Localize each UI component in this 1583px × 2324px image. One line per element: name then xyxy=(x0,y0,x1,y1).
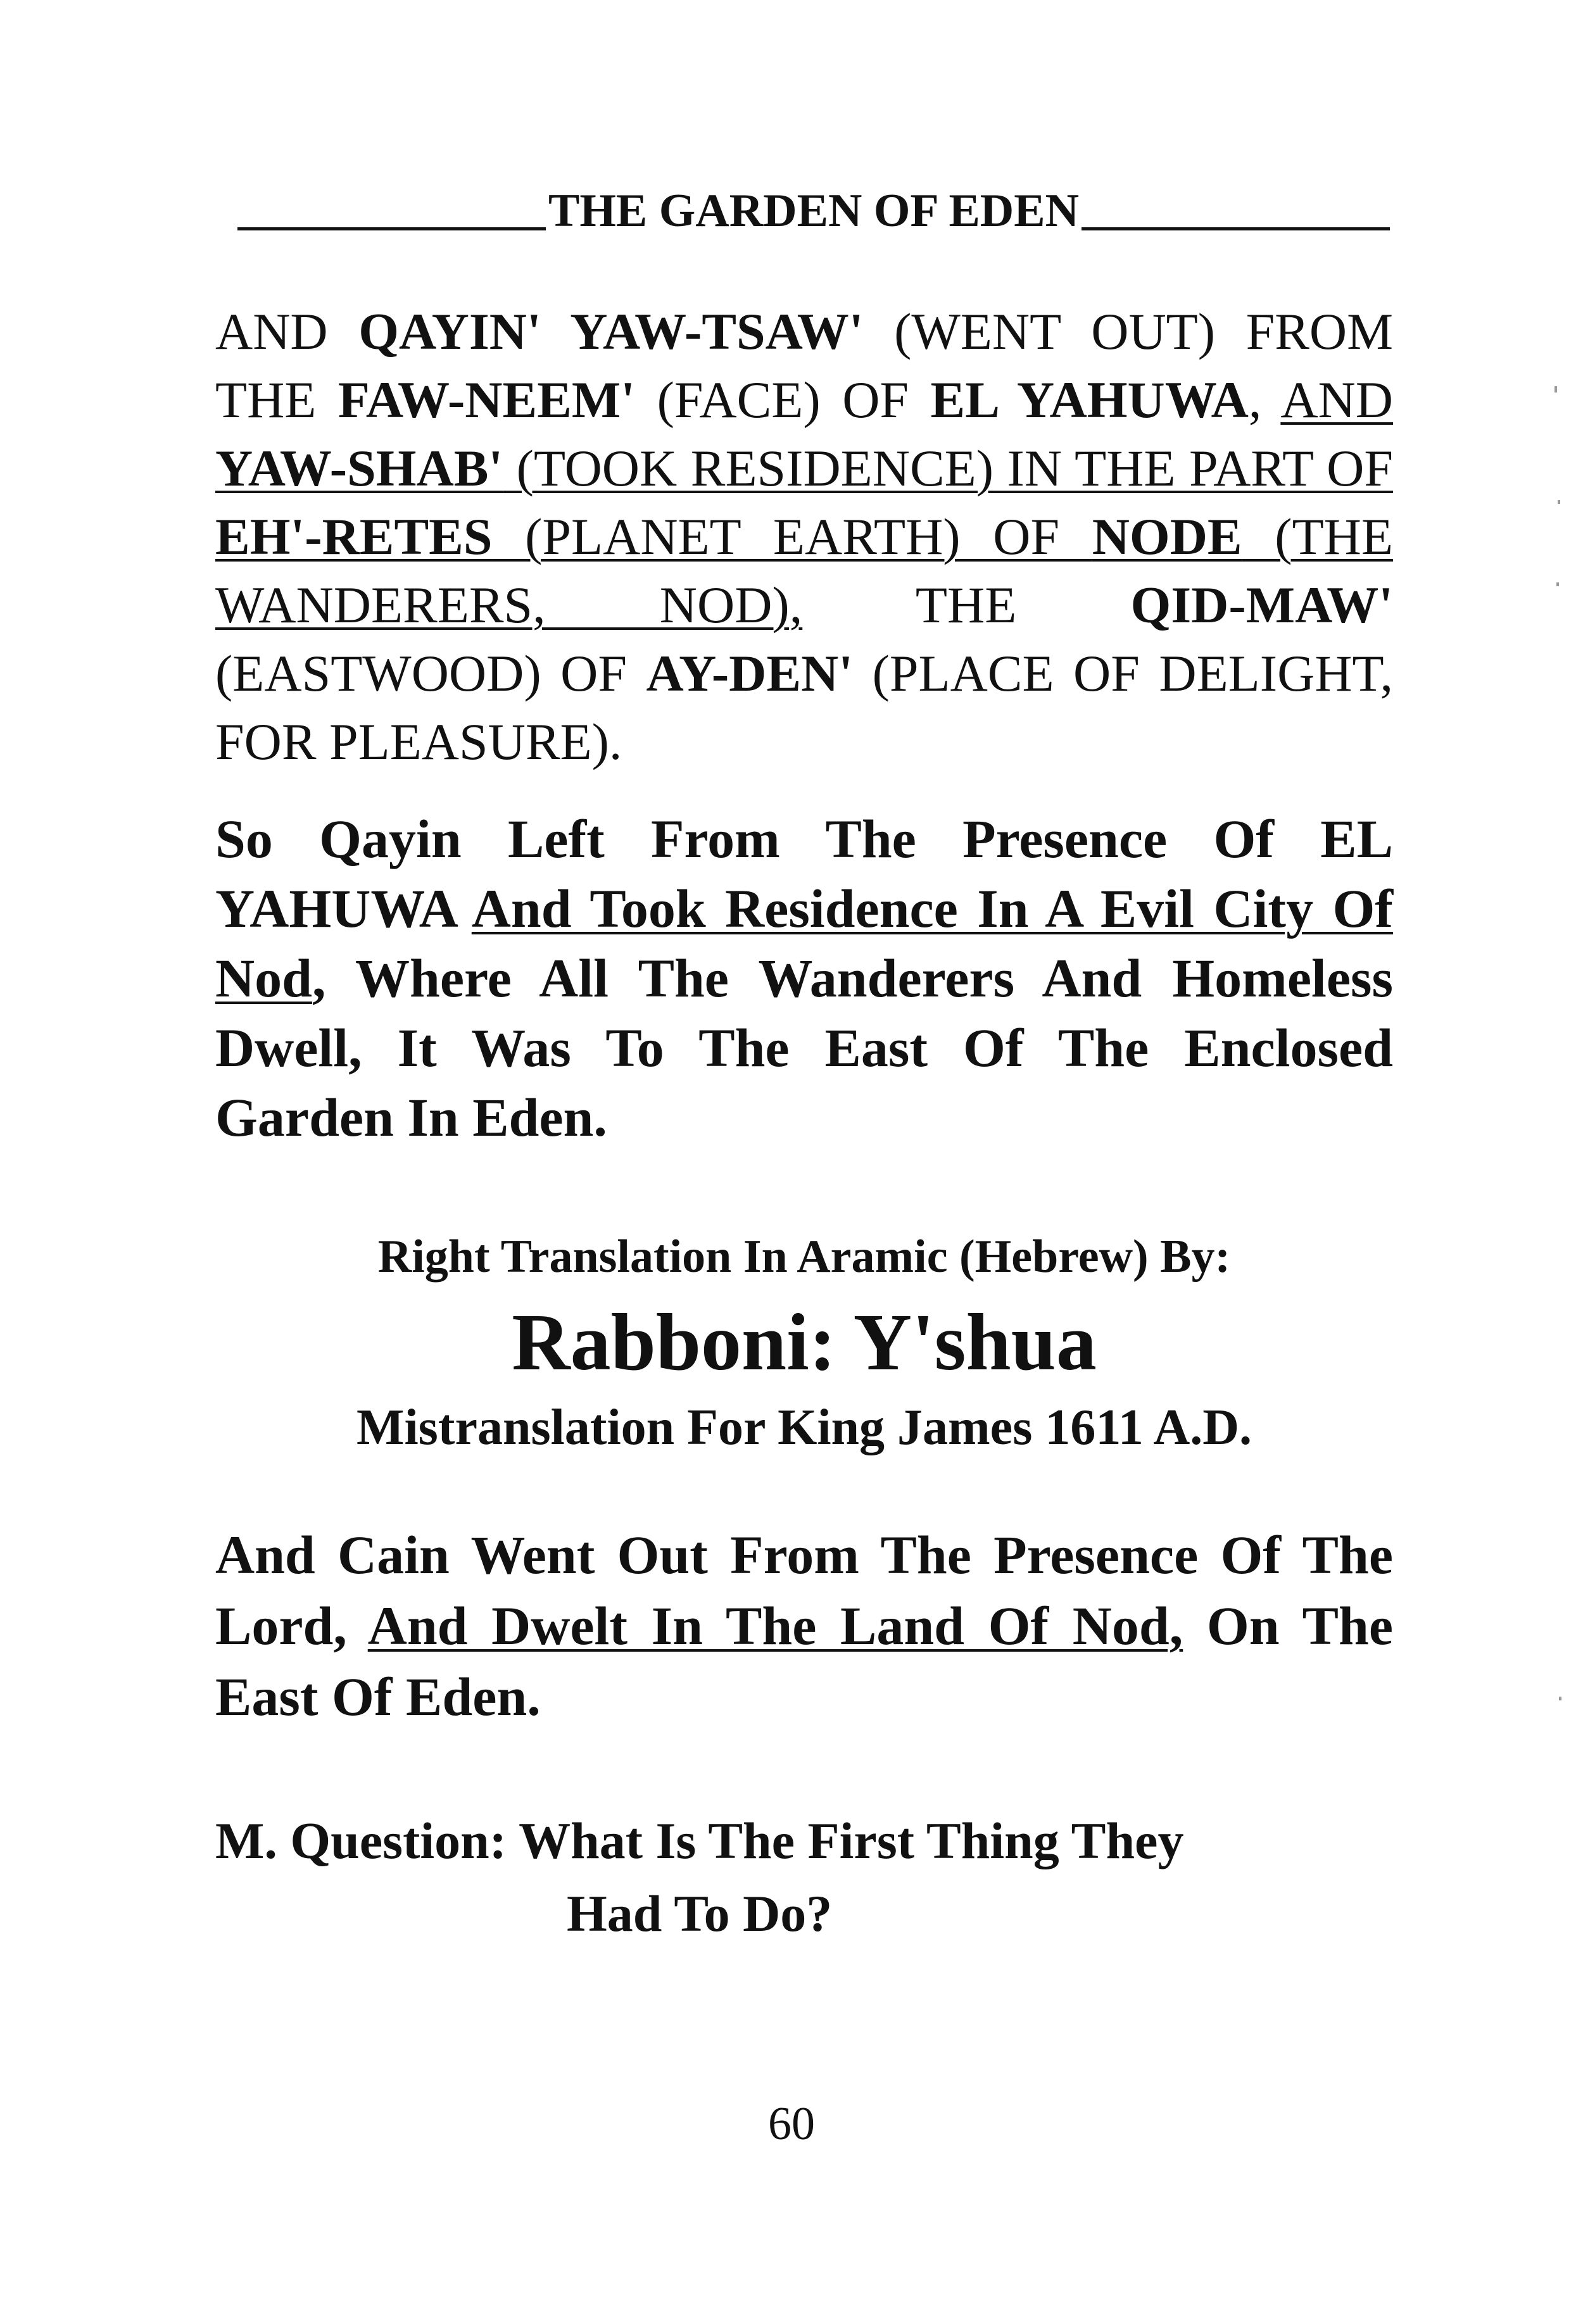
text-span: , Where All The Wanderers And Homeless Dwell, It Was To The East Of The Enclosed Garden In Eden. xyxy=(215,948,1393,1148)
text-span: (WENT OUT) FROM THE xyxy=(215,303,1394,429)
question-line-1: M. Question: What Is The First Thing They xyxy=(215,1812,1184,1869)
header-rule-right xyxy=(1082,227,1390,230)
text-span: (EASTWOOD) OF xyxy=(215,644,646,702)
underlined-passage: And Took Residence In A Evil City Of Nod xyxy=(215,878,1393,1008)
bold-term-qayin: QAYIN' YAW-TSAW' xyxy=(358,303,864,360)
scan-speck xyxy=(1559,1697,1561,1700)
underlined-passage: And Dwelt In The Land Of Nod, xyxy=(367,1595,1183,1656)
bold-term-faw-neem: FAW-NEEM' xyxy=(337,371,636,429)
text-span: (PLANET EARTH) OF xyxy=(492,508,1092,565)
bold-term-eh-retes: EH'-RETES xyxy=(215,508,493,565)
bold-term-el-yahuwa: EL YAHUWA xyxy=(930,371,1249,429)
aramic-translation-paragraph xyxy=(215,298,1393,776)
bold-term-node: NODE xyxy=(1092,508,1242,565)
text-span: THE xyxy=(802,576,1131,634)
text-span: (TOOK RESIDENCE) IN THE PART OF xyxy=(503,439,1393,497)
header-title: THE GARDEN OF EDEN xyxy=(548,185,1080,237)
text-span: (FACE) OF xyxy=(635,371,931,429)
question-line-2: Had To Do? xyxy=(567,1885,833,1942)
text-span: (THE WANDERERS, NOD), xyxy=(215,508,1393,634)
credit-mistranslation-label: Mistranslation For King James 1611 A.D. xyxy=(356,1400,1252,1455)
question-block xyxy=(215,1804,1393,1950)
text-span: AND xyxy=(1280,371,1393,429)
header-rule-left xyxy=(237,227,546,230)
scan-speck xyxy=(1558,500,1560,504)
text-span: (PLACE OF DELIGHT, FOR PLEASURE). xyxy=(215,644,1394,770)
scan-speck xyxy=(1555,386,1557,393)
text-span: , xyxy=(1248,371,1281,429)
king-james-paragraph xyxy=(215,1519,1393,1732)
credit-author: Rabboni: Y'shua xyxy=(512,1297,1097,1387)
scan-speck xyxy=(1556,582,1559,586)
credit-label: Right Translation In Aramic (Hebrew) By: xyxy=(377,1231,1231,1283)
english-paraphrase-paragraph xyxy=(215,804,1393,1152)
text-span: AND xyxy=(215,303,359,360)
running-header xyxy=(237,184,1390,237)
text-span: And Cain Went Out From The Presence Of The Lord, xyxy=(215,1524,1393,1656)
bold-term-qid-maw: QID-MAW' xyxy=(1130,576,1393,634)
bold-term-ay-den: AY-DEN' xyxy=(646,644,854,702)
text-span: On The East Of Eden. xyxy=(215,1595,1393,1727)
text-span: So Qayin Left From The Presence Of EL YAHUWA xyxy=(215,808,1393,939)
page-number: 60 xyxy=(768,2098,815,2150)
bold-term-yaw-shab: YAW-SHAB' xyxy=(215,439,503,497)
